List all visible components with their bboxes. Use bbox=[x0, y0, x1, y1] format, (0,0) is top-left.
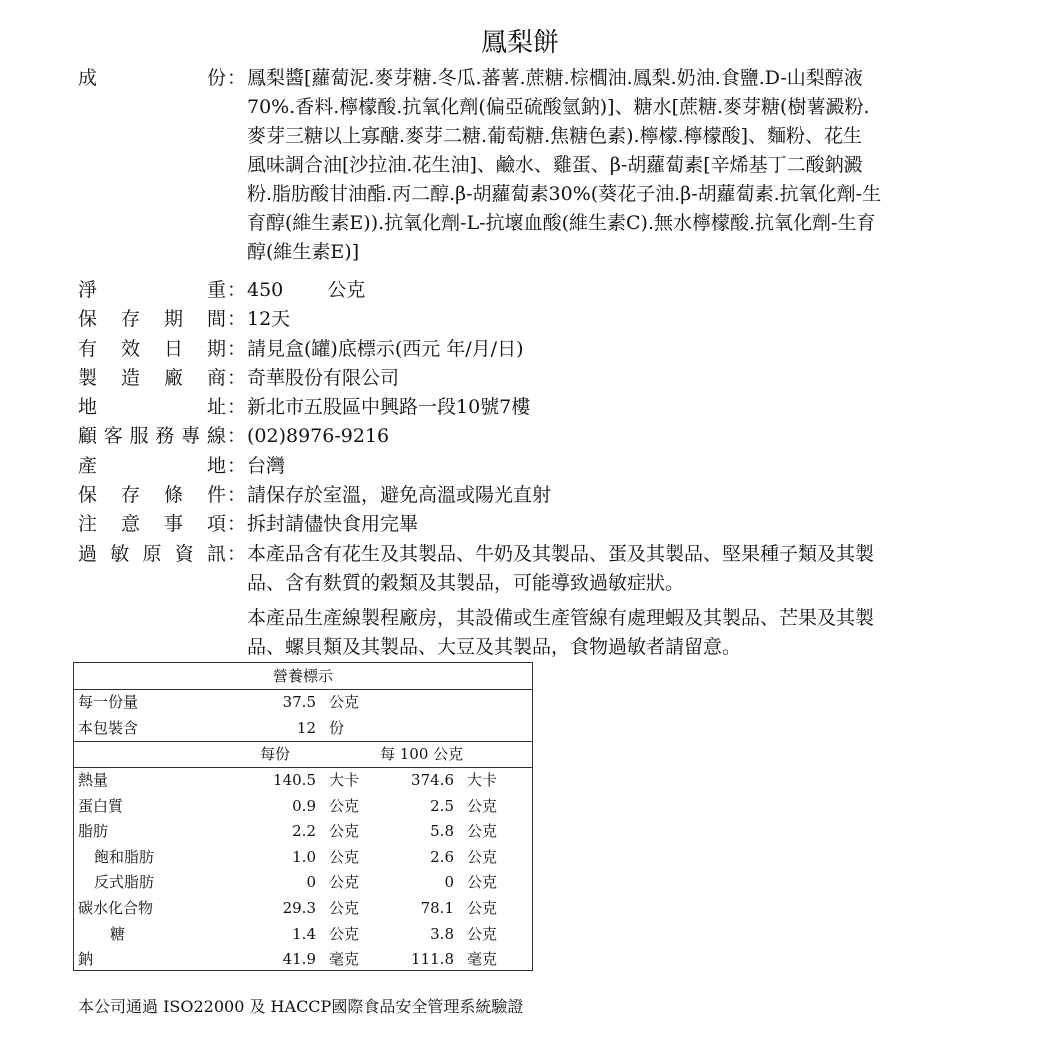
colon: ： bbox=[226, 338, 246, 360]
field-value bbox=[247, 510, 967, 539]
colon: ： bbox=[226, 455, 246, 477]
per-serving-value: 0.9 bbox=[292, 796, 316, 815]
field-value-line: 台灣 bbox=[247, 455, 286, 477]
field-value-line: 拆封請儘快食用完畢 bbox=[247, 513, 419, 535]
field-label: 保存條件 bbox=[78, 484, 226, 506]
field-label: 有效日期 bbox=[78, 338, 226, 360]
field-label: 淨重 bbox=[78, 279, 226, 301]
field-label: 產地 bbox=[78, 455, 226, 477]
colon: ： bbox=[226, 396, 246, 418]
field-value-line: 請保存於室溫，避免高溫或陽光直射 bbox=[247, 484, 552, 506]
field-value-line: 醇(維生素E)] bbox=[247, 241, 360, 263]
nutrient-name: 脂肪 bbox=[78, 822, 109, 841]
field-value-line: 本產品含有花生及其製品、牛奶及其製品、蛋及其製品、堅果種子類及其製 bbox=[247, 543, 875, 565]
per-100g-value: 78.1 bbox=[420, 899, 454, 917]
nutrition-table bbox=[73, 662, 533, 971]
per-100g-value: 3.8 bbox=[430, 924, 454, 943]
field-value-line: 70%.香料.檸檬酸.抗氧化劑(偏亞硫酸氫鈉)]、糖水[蔗糖.麥芽糖(樹薯澱粉. bbox=[247, 96, 870, 118]
field-value bbox=[247, 364, 967, 393]
per-serving-unit: 毫克 bbox=[329, 950, 360, 969]
field-value-line: 品、含有麩質的穀類及其製品，可能導致過敏症狀。 bbox=[247, 572, 685, 594]
nutrition-row bbox=[74, 921, 532, 947]
colon: ： bbox=[226, 67, 246, 89]
field-row bbox=[78, 364, 967, 393]
field-value bbox=[247, 305, 967, 334]
colon: ： bbox=[226, 543, 246, 565]
field-row bbox=[78, 422, 967, 451]
colon: ： bbox=[226, 308, 246, 330]
field-value-line: 品、螺貝類及其製品、大豆及其製品，食物過敏者請留意。 bbox=[247, 636, 742, 658]
field-label: 製造廠商 bbox=[78, 367, 226, 389]
field-value-line: 風味調合油[沙拉油.花生油]、鹼水、雞蛋、β-胡蘿蔔素[辛烯基丁二酸鈉澱 bbox=[247, 154, 863, 176]
nutrient-name: 碳水化合物 bbox=[78, 899, 154, 917]
nutrition-row bbox=[74, 895, 532, 921]
per-100g-value: 374.6 bbox=[411, 771, 454, 789]
per-serving-value: 1.4 bbox=[292, 924, 316, 943]
per-100g-value: 5.8 bbox=[430, 822, 454, 841]
product-title: 鳳梨餅 bbox=[480, 28, 559, 58]
servings-unit: 份 bbox=[329, 719, 345, 737]
field-value bbox=[247, 481, 967, 510]
per-100g-unit: 大卡 bbox=[467, 771, 498, 789]
field-value bbox=[247, 64, 967, 267]
per-serving-unit: 公克 bbox=[329, 796, 360, 815]
per-serving-value: 1.0 bbox=[292, 847, 316, 866]
per-100g-value: 2.6 bbox=[430, 847, 454, 866]
nutrition-row bbox=[74, 767, 532, 793]
nutrition-row bbox=[74, 844, 532, 870]
per-serving-unit: 公克 bbox=[329, 847, 360, 866]
per-serving-value: 29.3 bbox=[282, 899, 316, 917]
field-value-line: 450 公克 bbox=[247, 279, 366, 301]
field-value bbox=[247, 540, 967, 662]
nutrition-row bbox=[74, 793, 532, 819]
nutrient-name: 熱量 bbox=[78, 771, 109, 789]
field-row bbox=[78, 64, 967, 267]
field-row bbox=[78, 276, 967, 305]
serving-size-label: 每一份量 bbox=[78, 693, 139, 711]
servings-label: 本包裝含 bbox=[78, 719, 139, 737]
field-row bbox=[78, 305, 967, 334]
field-value bbox=[247, 276, 967, 305]
field-value-line: 粉.脂肪酸甘油酯.丙二醇.β-胡蘿蔔素30%(葵花子油.β-胡蘿蔔素.抗氧化劑-生 bbox=[247, 183, 882, 205]
serving-size-unit: 公克 bbox=[329, 693, 360, 711]
per-serving-unit: 公克 bbox=[329, 822, 360, 841]
per-100g-unit: 公克 bbox=[467, 847, 498, 866]
field-label: 過敏原資訊 bbox=[78, 543, 226, 565]
field-label: 顧客服務專線 bbox=[78, 425, 226, 447]
nutrition-row bbox=[74, 869, 532, 895]
per-serving-value: 41.9 bbox=[282, 950, 316, 969]
nutrient-name: 蛋白質 bbox=[78, 796, 124, 815]
nutrient-name: 反式脂肪 bbox=[94, 873, 155, 892]
nutrient-name: 糖 bbox=[110, 924, 126, 943]
per-serving-unit: 公克 bbox=[329, 899, 360, 917]
certification-footer: 本公司通過 ISO22000 及 HACCP國際食品安全管理系統驗證 bbox=[78, 997, 524, 1016]
nutrient-name: 飽和脂肪 bbox=[94, 847, 155, 866]
field-row bbox=[78, 510, 967, 539]
field-value-line: 新北市五股區中興路一段10號7樓 bbox=[247, 396, 531, 418]
per-serving-value: 2.2 bbox=[292, 822, 316, 841]
per-100g-unit: 公克 bbox=[467, 796, 498, 815]
per-serving-unit: 大卡 bbox=[329, 771, 360, 789]
per-100g-value: 111.8 bbox=[411, 950, 454, 969]
nutrition-row bbox=[74, 946, 532, 972]
per-100g-unit: 毫克 bbox=[467, 950, 498, 969]
field-value-line: 育醇(維生素E)).抗氧化劑-L-抗壞血酸(維生素C).無水檸檬酸.抗氧化劑-生育 bbox=[247, 212, 876, 234]
colon: ： bbox=[226, 367, 246, 389]
field-row bbox=[78, 335, 967, 364]
per-100g-unit: 公克 bbox=[467, 924, 498, 943]
field-value-line: 12天 bbox=[247, 308, 291, 330]
per-100g-unit: 公克 bbox=[467, 899, 498, 917]
per-serving-value: 0 bbox=[306, 873, 316, 892]
col-per-serving: 每份 bbox=[260, 745, 291, 763]
nutrition-title: 營養標示 bbox=[272, 667, 333, 685]
field-label: 保存期間 bbox=[78, 308, 226, 330]
colon: ： bbox=[226, 513, 246, 535]
field-row bbox=[78, 393, 967, 422]
field-value-line: 麥芽三糖以上寡醣.麥芽二糖.葡萄糖.焦糖色素).檸檬.檸檬酸]、麵粉、花生 bbox=[247, 125, 863, 147]
field-value bbox=[247, 422, 967, 451]
field-label: 注意事項 bbox=[78, 513, 226, 535]
field-value bbox=[247, 335, 967, 364]
field-value-line: 請見盒(罐)底標示(西元 年/月/日) bbox=[247, 338, 524, 360]
per-100g-value: 2.5 bbox=[430, 796, 454, 815]
per-100g-value: 0 bbox=[444, 873, 454, 892]
per-serving-value: 140.5 bbox=[273, 771, 316, 789]
per-100g-unit: 公克 bbox=[467, 822, 498, 841]
col-per-100g: 每 100 公克 bbox=[380, 745, 464, 763]
per-100g-unit: 公克 bbox=[467, 873, 498, 892]
field-value-line: 本產品生產線製程廠房，其設備或生產管線有處理蝦及其製品、芒果及其製 bbox=[247, 607, 875, 629]
field-row bbox=[78, 452, 967, 481]
field-value bbox=[247, 393, 967, 422]
field-value-line: (02)8976-9216 bbox=[247, 425, 390, 447]
nutrient-name: 鈉 bbox=[78, 950, 94, 969]
field-row bbox=[78, 481, 967, 510]
field-value bbox=[247, 452, 967, 481]
colon: ： bbox=[226, 279, 246, 301]
field-row bbox=[78, 540, 967, 662]
servings-value: 12 bbox=[296, 719, 316, 737]
colon: ： bbox=[226, 425, 246, 447]
nutrition-row bbox=[74, 818, 532, 844]
per-serving-unit: 公克 bbox=[329, 924, 360, 943]
field-value-line: 奇華股份有限公司 bbox=[247, 367, 400, 389]
field-label: 地址 bbox=[78, 396, 226, 418]
colon: ： bbox=[226, 484, 246, 506]
field-value-line: 鳳梨醬[蘿蔔泥.麥芽糖.冬瓜.蕃薯.蔗糖.棕櫚油.鳳梨.奶油.食鹽.D-山梨醇液 bbox=[247, 67, 863, 89]
per-serving-unit: 公克 bbox=[329, 873, 360, 892]
serving-size-value: 37.5 bbox=[282, 693, 316, 711]
field-label: 成份 bbox=[78, 67, 226, 89]
